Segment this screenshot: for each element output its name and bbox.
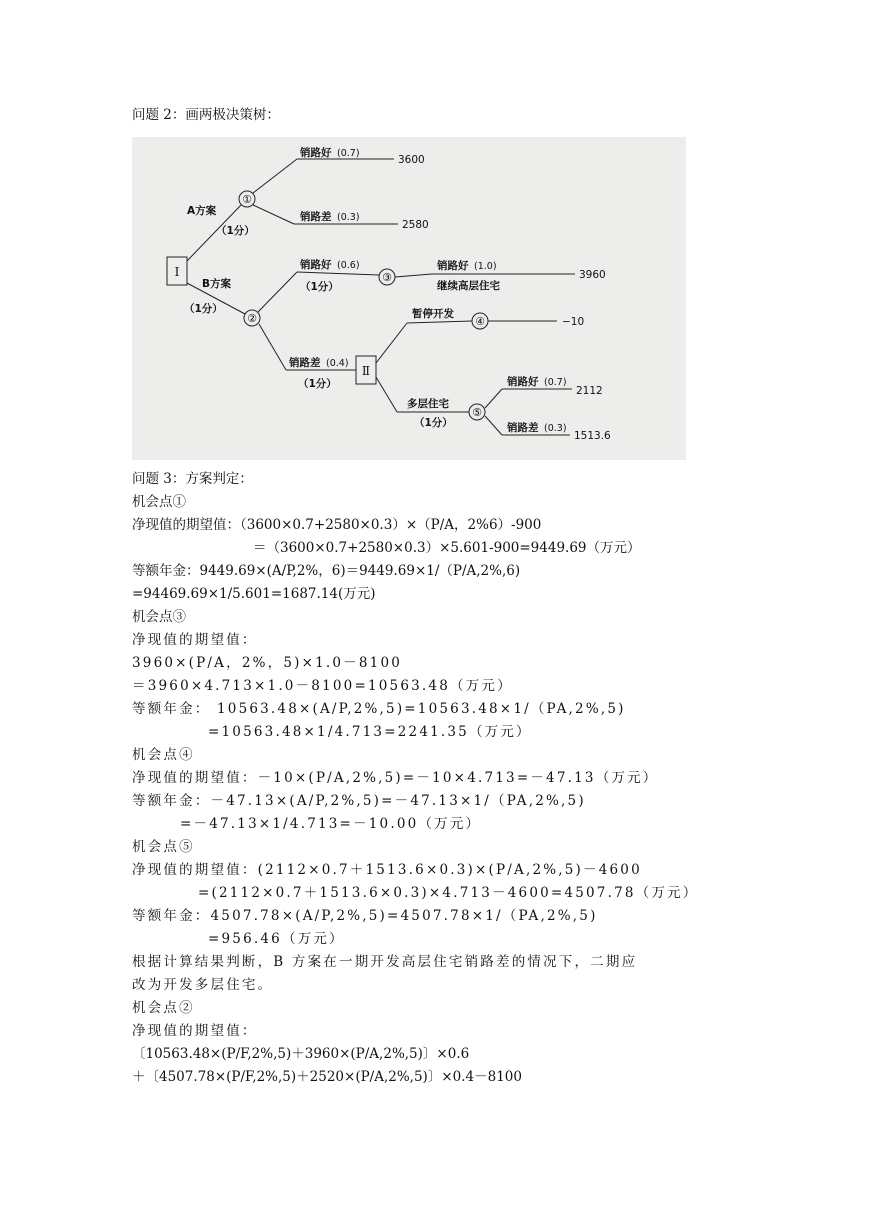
b3-good-label: 销路好	[437, 260, 469, 272]
b3-continue-label: 继续高层住宅	[437, 280, 500, 292]
m-bad-prob: (0.3)	[544, 423, 567, 434]
a-bad-label: 销路差	[300, 211, 332, 223]
question2-heading: 问题 2：画两极决策树：	[132, 107, 280, 123]
multi-label: 多层住宅	[407, 398, 449, 410]
text-line: ＝（3600×0.7+2580×0.3）×5.601-900=9449.69（万元）	[253, 540, 641, 556]
text-line: =－47.13×1/4.713=－10.00（万元）	[180, 816, 482, 832]
text-line: 3960×(P/A，2%，5)×1.0－8100	[132, 655, 403, 671]
text-line: 等额年金：4507.78×(A/P,2%,5)=4507.78×1/（PA,2%,5)	[132, 908, 598, 924]
text-line: 净现值的期望值：－10×(P/A,2%,5)=－10×4.713=－47.13（万元）	[132, 770, 659, 786]
a-good-prob: (0.7)	[337, 148, 360, 159]
text-line: =(2112×0.7＋1513.6×0.3)×4.713－4600=4507.78（万元）	[198, 885, 699, 901]
decision-tree-figure	[132, 137, 686, 460]
text-line: =956.46（万元）	[208, 931, 345, 947]
chance-point-3-heading: 机会点③	[132, 609, 186, 625]
a-bad-prob: (0.3)	[337, 212, 360, 223]
b-plan-label: B方案	[202, 278, 232, 290]
pause-label: 暂停开发	[412, 308, 454, 320]
text-line: ＝3960×4.713×1.0－8100=10563.48（万元）	[132, 678, 513, 694]
chance-point-2-heading: 机会点②	[132, 1000, 195, 1016]
text-line: =10563.48×1/4.713=2241.35（万元）	[208, 724, 532, 740]
chance-point-5-heading: 机会点⑤	[132, 839, 195, 855]
b-bad-label: 销路差	[289, 357, 321, 369]
multi-score: （1分）	[414, 417, 453, 429]
text-line: 〔10563.48×(P/F,2%,5)＋3960×(P/A,2%,5)〕×0.6	[132, 1046, 470, 1062]
chance-point-1-heading: 机会点①	[132, 494, 186, 510]
text-line: =94469.69×1/5.601=1687.14(万元)	[132, 586, 376, 602]
decision-tree-svg	[132, 137, 686, 460]
conclusion-line: 改为开发多层住宅。	[132, 977, 274, 993]
b-good-prob: (0.6)	[337, 260, 360, 271]
decision-node-1-label: I	[174, 265, 180, 279]
chance-node-5-label: ⑤	[472, 406, 482, 419]
text-line: ＋〔4507.78×(P/F,2%,5)＋2520×(P/A,2%,5)〕×0.4－8100	[132, 1069, 522, 1085]
a-plan-score: （1分）	[216, 225, 255, 237]
chance-point-4-heading: 机会点④	[132, 747, 195, 763]
text-line: 等额年金：－47.13×(A/P,2%,5)=－47.13×1/（PA,2%,5)	[132, 793, 586, 809]
pause-value: −10	[562, 316, 585, 328]
b-bad-prob: (0.4)	[326, 358, 349, 369]
text-line: 净现值的期望值：(2112×0.7＋1513.6×0.3)×(P/A,2%,5)－4600	[132, 862, 642, 878]
m-good-prob: (0.7)	[544, 377, 567, 388]
a-good-value: 3600	[398, 154, 425, 166]
question3-heading: 问题 3：方案判定：	[132, 471, 253, 487]
m-good-value: 2112	[576, 385, 603, 397]
m-bad-label: 销路差	[507, 422, 539, 434]
text-line: 等额年金：9449.69×(A/P,2%，6)＝9449.69×1/（P/A,2%,6)	[132, 563, 521, 579]
b3-good-value: 3960	[579, 269, 606, 281]
text-line: 净现值的期望值：	[132, 632, 258, 648]
m-good-label: 销路好	[507, 376, 539, 388]
conclusion-line: 根据计算结果判断，B 方案在一期开发高层住宅销路差的情况下，二期应	[132, 954, 638, 970]
b-good-label: 销路好	[300, 259, 332, 271]
b-good-score: （1分）	[300, 281, 339, 293]
text-line: 等额年金： 10563.48×(A/P,2%,5)=10563.48×1/（PA,2%,5)	[132, 701, 626, 717]
a-good-label: 销路好	[300, 147, 332, 159]
b-plan-score: （1分）	[184, 303, 223, 315]
chance-node-3-label: ③	[382, 271, 392, 284]
text-line: 净现值的期望值：（3600×0.7+2580×0.3）×（P/A，2%6）-900	[132, 517, 542, 533]
b-bad-score: （1分）	[298, 378, 337, 390]
chance-node-4-label: ④	[475, 315, 485, 328]
chance-node-1-label: ①	[242, 193, 252, 206]
a-plan-label: A方案	[187, 205, 217, 217]
text-line: 净现值的期望值：	[132, 1023, 258, 1039]
b3-good-prob: (1.0)	[474, 261, 497, 272]
decision-node-2-label: Ⅱ	[361, 364, 371, 378]
chance-node-2-label: ②	[247, 312, 257, 325]
m-bad-value: 1513.6	[574, 430, 611, 442]
a-bad-value: 2580	[402, 219, 429, 231]
